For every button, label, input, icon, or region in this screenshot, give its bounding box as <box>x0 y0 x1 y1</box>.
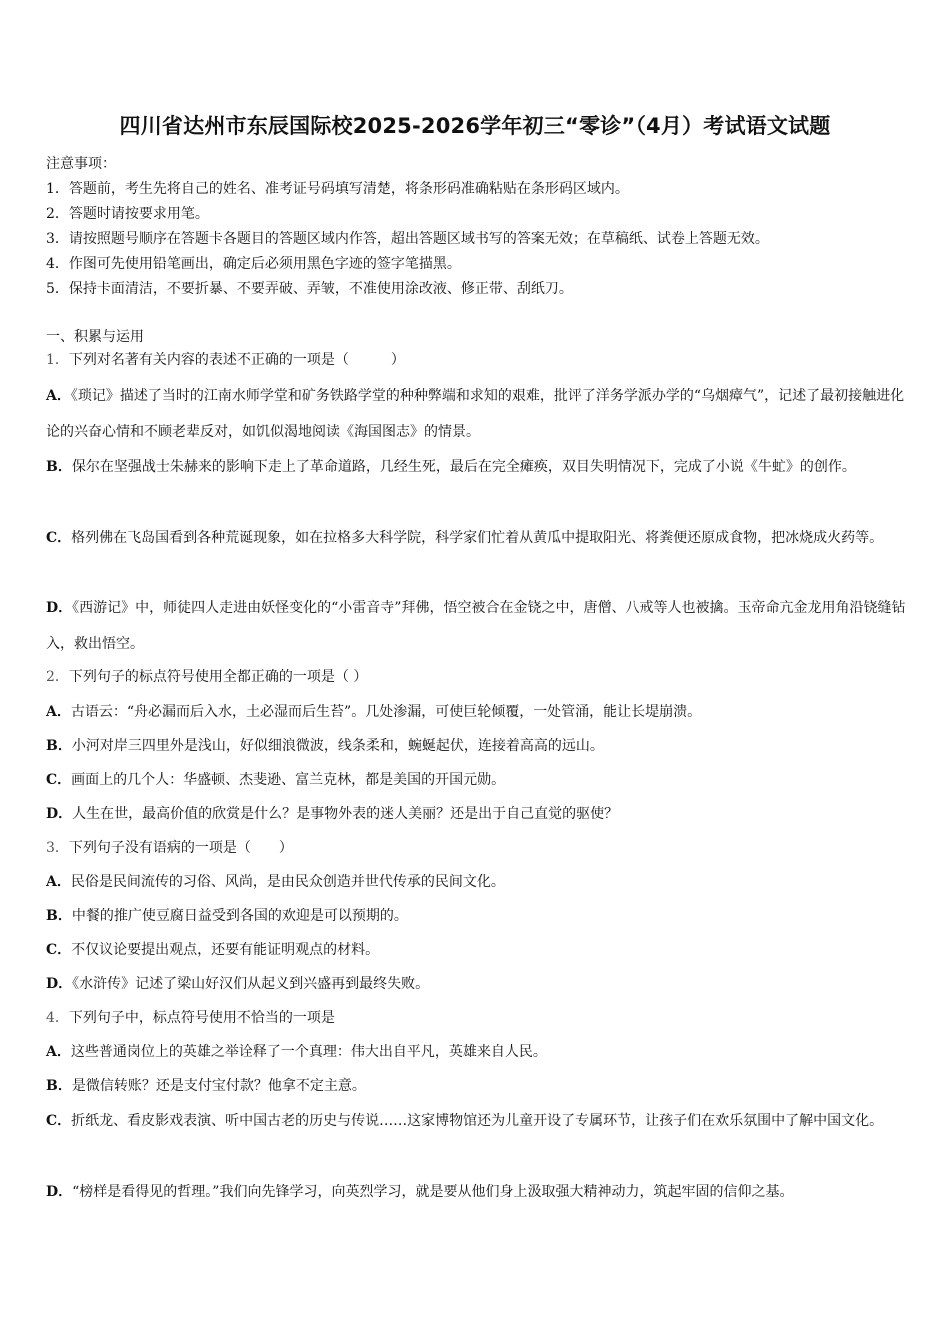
option-letter: A． <box>46 388 71 404</box>
question-number: 2． <box>46 669 69 685</box>
note-item: 4．作图可先使用铅笔画出，确定后必须用黑色字迹的签字笔描黑。 <box>46 256 461 272</box>
option-1c <box>46 520 908 556</box>
option-letter: D． <box>46 806 73 822</box>
option-letter: D． <box>46 600 73 616</box>
option-4b <box>46 1074 908 1099</box>
option-text: 是微信转账？还是支付宝付款？他拿不定主意。 <box>71 1078 366 1094</box>
option-text: 画面上的几个人：华盛顿、杰斐逊、富兰克林，都是美国的开国元勋。 <box>71 772 506 788</box>
question-4 <box>46 1006 916 1031</box>
option-3c <box>46 938 908 963</box>
question-stem: 下列句子的标点符号使用全都正确的一项是（ ） <box>68 669 368 685</box>
question-stem: 下列句子中，标点符号使用不恰当的一项是 <box>68 1010 335 1026</box>
option-letter: A． <box>46 704 71 720</box>
option-text: 人生在世，最高价值的欣赏是什么？是事物外表的迷人美丽？还是出于自己直觉的驱使？ <box>72 806 619 822</box>
option-text: 格列佛在飞岛国看到各种荒诞现象，如在拉格多大科学院，科学家们忙着从黄瓜中提取阳光、将粪便还原成食物，把冰烧成火药等。 <box>71 530 884 546</box>
option-letter: B． <box>46 738 72 754</box>
option-3a <box>46 870 908 895</box>
option-2c <box>46 768 908 793</box>
option-letter: D． <box>46 976 73 992</box>
option-4d <box>46 1174 908 1210</box>
option-text: 这些普通岗位上的英雄之举诠释了一个真理：伟大出自平凡，英雄来自人民。 <box>70 1044 547 1060</box>
option-letter: C． <box>46 1113 72 1129</box>
option-letter: B． <box>46 1078 72 1094</box>
option-3d <box>46 972 908 997</box>
note-item: 2．答题时请按要求用笔。 <box>46 206 209 222</box>
option-text: 古语云：“舟必漏而后入水，土必湿而后生苔”。几处渗漏，可使巨轮倾覆，一处管涌，能让长堤崩溃。 <box>70 704 702 720</box>
option-text: 不仅议论要提出观点，还要有能证明观点的材料。 <box>71 942 380 958</box>
option-4a <box>46 1040 908 1065</box>
option-text: 小河对岸三四里外是浅山，好似细浪微波，线条柔和，蜿蜒起伏，连接着高高的远山。 <box>71 738 604 754</box>
notes-block <box>46 152 916 302</box>
option-letter: C． <box>46 530 72 546</box>
option-4c <box>46 1103 908 1139</box>
option-text: 保尔在坚强战士朱赫来的影响下走上了革命道路，几经生死，最后在完全瘫痪，双目失明情况下，完成了小说《牛虻》的创作。 <box>71 459 856 475</box>
question-number: 1． <box>46 352 69 368</box>
option-2a <box>46 700 908 725</box>
note-item: 3．请按照题号顺序在答题卡各题目的答题区域内作答，超出答题区域书写的答案无效；在草稿纸、试卷上答题无效。 <box>46 231 769 247</box>
option-letter: A． <box>46 1044 71 1060</box>
option-text: 《琐记》描述了当时的江南水师学堂和矿务铁路学堂的种种弊端和求知的艰难，批评了洋务学派办学的“乌烟瘴气”，记述了最初接触进化论的兴奋心情和不顾老辈反对，如饥似渴地阅读《海国图志》的情景。 <box>46 388 905 440</box>
question-stem: 下列句子没有语病的一项是（ ） <box>68 840 293 856</box>
option-1a <box>46 378 908 450</box>
section-heading: 一、积累与运用 <box>46 329 144 345</box>
option-3b <box>46 904 908 929</box>
note-item: 1．答题前，考生先将自己的姓名、准考证号码填写清楚，将条形码准确粘贴在条形码区域内。 <box>46 181 629 197</box>
option-letter: A． <box>46 874 71 890</box>
question-1 <box>46 348 916 373</box>
option-text: 折纸龙、看皮影戏表演、听中国古老的历史与传说……这家博物馆还为儿童开设了专属环节，让孩子们在欢乐氛围中了解中国文化。 <box>71 1113 884 1129</box>
option-1d <box>46 590 908 662</box>
option-letter: D． <box>46 1184 73 1200</box>
option-letter: B． <box>46 908 72 924</box>
option-letter: B． <box>46 459 72 475</box>
question-3 <box>46 836 916 861</box>
option-letter: C． <box>46 772 72 788</box>
option-text: “榜样是看得见的哲理。”我们向先锋学习，向英烈学习，就是要从他们身上汲取强大精神动力，筑起牢固的信仰之基。 <box>72 1184 794 1200</box>
option-2b <box>46 734 908 759</box>
option-text: 《西游记》中，师徒四人走进由妖怪变化的“小雷音寺”拜佛，悟空被合在金铙之中，唐僧、八戒等人也被擒。玉帝命亢金龙用角沿铙缝钻入，救出悟空。 <box>46 600 906 652</box>
note-item: 5．保持卡面清洁，不要折暴、不要弄破、弄皱，不准使用涂改液、修正带、刮纸刀。 <box>46 281 573 297</box>
question-stem: 下列对名著有关内容的表述不正确的一项是（ ） <box>68 352 405 368</box>
question-number: 4． <box>46 1010 69 1026</box>
option-text: 《水浒传》记述了梁山好汉们从起义到兴盛再到最终失败。 <box>72 976 430 992</box>
question-2 <box>46 665 916 690</box>
notes-heading: 注意事项： <box>46 156 116 172</box>
option-letter: C． <box>46 942 72 958</box>
page-title: 四川省达州市东辰国际校2025-2026学年初三“零诊”（4月）考试语文试题 <box>119 114 831 138</box>
option-1b <box>46 449 908 485</box>
option-text: 中餐的推广使豆腐日益受到各国的欢迎是可以预期的。 <box>71 908 408 924</box>
option-2d <box>46 802 908 827</box>
question-number: 3． <box>46 840 69 856</box>
option-text: 民俗是民间流传的习俗、风尚，是由民众创造并世代传承的民间文化。 <box>70 874 505 890</box>
